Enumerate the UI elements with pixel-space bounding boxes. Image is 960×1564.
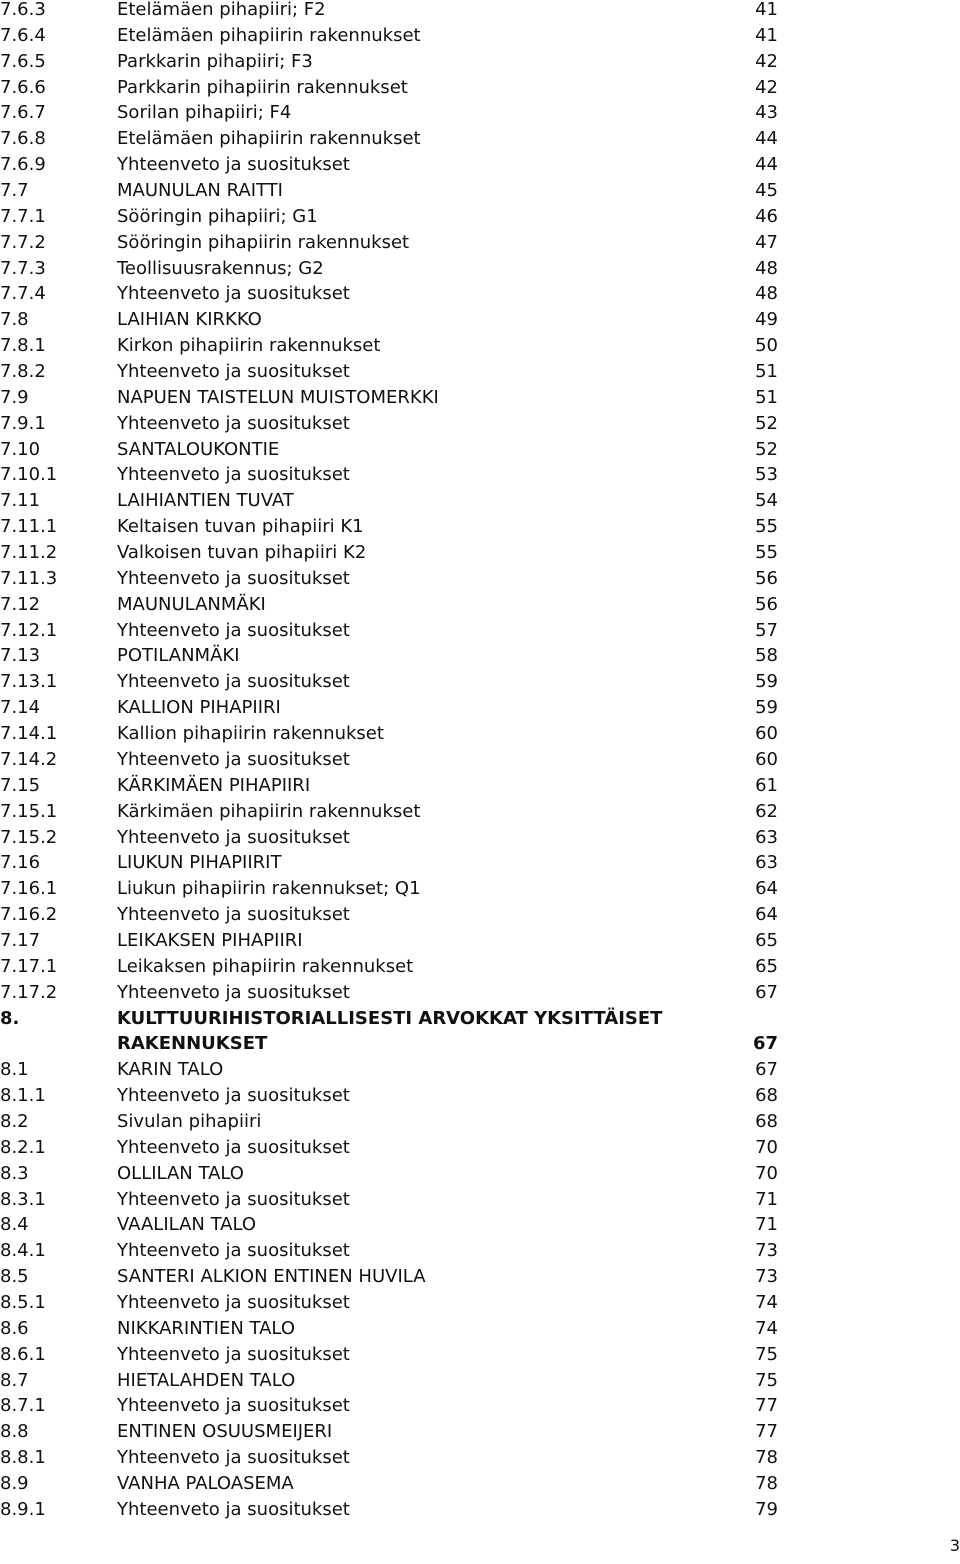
toc-section-title: Yhteenveto ja suositukset xyxy=(117,412,350,434)
toc-section-title: Yhteenveto ja suositukset xyxy=(117,1498,350,1520)
toc-page-number: 74 xyxy=(755,1317,778,1339)
toc-section-number: 7.16.2 xyxy=(0,904,58,926)
toc-page-number: 52 xyxy=(755,412,778,434)
toc-section-title: Parkkarin pihapiiri; F3 xyxy=(117,50,313,72)
toc-row xyxy=(0,592,960,618)
toc-section-number: 7.10.1 xyxy=(0,464,58,486)
toc-page-number: 65 xyxy=(755,929,778,951)
toc-section-title: Yhteenveto ja suositukset xyxy=(117,1447,350,1469)
toc-section-number: 7.6.6 xyxy=(0,76,46,98)
toc-row xyxy=(0,1109,960,1135)
toc-section-title: Yhteenveto ja suositukset xyxy=(117,1343,350,1365)
toc-section-title: Etelämäen pihapiirin rakennukset xyxy=(117,24,421,46)
toc-section-title: VANHA PALOASEMA xyxy=(117,1472,294,1494)
toc-row xyxy=(0,643,960,669)
toc-section-number: 7.15 xyxy=(0,774,41,796)
toc-section-title: Kärkimäen pihapiirin rakennukset xyxy=(117,800,421,822)
toc-page-number: 67 xyxy=(755,1059,778,1081)
toc-section-number: 8.6.1 xyxy=(0,1343,46,1365)
toc-section-title: Yhteenveto ja suositukset xyxy=(117,1395,350,1417)
toc-page-number: 63 xyxy=(755,826,778,848)
toc-section-number: 7.16.1 xyxy=(0,878,58,900)
toc-row xyxy=(0,152,960,178)
toc-row xyxy=(0,1212,960,1238)
toc-row xyxy=(0,126,960,152)
toc-section-number: 7.8 xyxy=(0,309,29,331)
toc-row xyxy=(0,1471,960,1497)
toc-section-number: 8.2 xyxy=(0,1110,29,1132)
toc-page-number: 48 xyxy=(755,257,778,279)
toc-section-title: Yhteenveto ja suositukset xyxy=(117,904,350,926)
toc-section-title: Yhteenveto ja suositukset xyxy=(117,1085,350,1107)
toc-section-number: 8.8 xyxy=(0,1421,29,1443)
toc-page-number: 58 xyxy=(755,645,778,667)
toc-row xyxy=(0,75,960,101)
toc-section-number: 8.4.1 xyxy=(0,1240,46,1262)
toc-section-number: 7.14 xyxy=(0,697,41,719)
toc-page-number: 43 xyxy=(755,102,778,124)
toc-page-number: 59 xyxy=(755,697,778,719)
toc-page-number: 42 xyxy=(755,76,778,98)
toc-page-number: 41 xyxy=(755,0,778,20)
toc-page-number: 55 xyxy=(755,516,778,538)
toc-section-title: Yhteenveto ja suositukset xyxy=(117,1188,350,1210)
toc-section-title: Sööringin pihapiiri; G1 xyxy=(117,205,318,227)
toc-page-number: 64 xyxy=(755,904,778,926)
toc-section-title: NIKKARINTIEN TALO xyxy=(117,1317,295,1339)
toc-page-number: 67 xyxy=(752,1033,778,1055)
toc-page-number: 62 xyxy=(755,800,778,822)
toc-section-number: 7.17 xyxy=(0,929,41,951)
toc-section-title: Keltaisen tuvan pihapiiri K1 xyxy=(117,516,364,538)
toc-row xyxy=(0,1368,960,1394)
toc-section-title: VAALILAN TALO xyxy=(117,1214,257,1236)
toc-row xyxy=(0,281,960,307)
toc-row xyxy=(0,49,960,75)
toc-section-title: Teollisuusrakennus; G2 xyxy=(117,257,324,279)
toc-section-number: 8.9.1 xyxy=(0,1498,46,1520)
toc-section-title: MAUNULAN RAITTI xyxy=(117,180,283,202)
toc-section-title: Liukun pihapiirin rakennukset; Q1 xyxy=(117,878,421,900)
toc-row xyxy=(0,100,960,126)
toc-page-number: 71 xyxy=(755,1214,778,1236)
toc-page-number: 50 xyxy=(755,335,778,357)
toc-page-number: 42 xyxy=(755,50,778,72)
toc-section-number: 7.14.1 xyxy=(0,723,58,745)
toc-section-title: Yhteenveto ja suositukset xyxy=(117,283,350,305)
toc-row xyxy=(0,307,960,333)
toc-page-number: 44 xyxy=(755,128,778,150)
toc-page-number: 68 xyxy=(755,1110,778,1132)
toc-section-number: 7.9.1 xyxy=(0,412,46,434)
toc-row xyxy=(0,825,960,851)
toc-page-number: 77 xyxy=(755,1395,778,1417)
toc-section-title: KARIN TALO xyxy=(117,1059,224,1081)
toc-section-number: 7.6.4 xyxy=(0,24,46,46)
toc-section-number: 7.8.2 xyxy=(0,361,46,383)
toc-section-number: 7.7.3 xyxy=(0,257,46,279)
toc-page-number: 78 xyxy=(755,1447,778,1469)
toc-row xyxy=(0,437,960,463)
toc-section-number: 7.9 xyxy=(0,386,29,408)
toc-row xyxy=(0,462,960,488)
toc-section-number: 7.8.1 xyxy=(0,335,46,357)
toc-page-number: 49 xyxy=(755,309,778,331)
toc-section-number: 8.2.1 xyxy=(0,1136,46,1158)
toc-section-title: Etelämäen pihapiirin rakennukset xyxy=(117,128,421,150)
toc-section-title: RAKENNUKSET xyxy=(117,1033,268,1055)
toc-row xyxy=(0,799,960,825)
toc-section-number: 7.11 xyxy=(0,490,41,512)
toc-page-number: 45 xyxy=(755,180,778,202)
toc-row xyxy=(0,1238,960,1264)
toc-row xyxy=(0,980,960,1006)
toc-section-title: Yhteenveto ja suositukset xyxy=(117,1136,350,1158)
toc-row xyxy=(0,902,960,928)
toc-section-number: 7.6.3 xyxy=(0,0,46,20)
toc-section-number: 7.11.1 xyxy=(0,516,58,538)
toc-page-number: 74 xyxy=(755,1291,778,1313)
toc-row xyxy=(0,1393,960,1419)
toc-page-number: 75 xyxy=(755,1369,778,1391)
toc-section-title: LAIHIANTIEN TUVAT xyxy=(117,490,294,512)
toc-page-number: 56 xyxy=(755,567,778,589)
toc-page-number: 57 xyxy=(755,619,778,641)
toc-page-number: 51 xyxy=(755,361,778,383)
toc-section-number: 7.7.2 xyxy=(0,231,46,253)
toc-page-number: 44 xyxy=(755,154,778,176)
toc-row xyxy=(0,333,960,359)
toc-page-number: 48 xyxy=(755,283,778,305)
toc-row xyxy=(0,1187,960,1213)
toc-row xyxy=(0,411,960,437)
toc-section-title: Yhteenveto ja suositukset xyxy=(117,154,350,176)
toc-row xyxy=(0,540,960,566)
toc-page-number: 60 xyxy=(755,723,778,745)
toc-page-number: 51 xyxy=(755,386,778,408)
toc-section-title: ENTINEN OSUUSMEIJERI xyxy=(117,1421,333,1443)
toc-row xyxy=(0,1316,960,1342)
toc-section-number: 8.1 xyxy=(0,1059,29,1081)
toc-section-number: 7.17.2 xyxy=(0,981,58,1003)
toc-row xyxy=(0,721,960,747)
toc-row xyxy=(0,1290,960,1316)
toc-row xyxy=(0,1419,960,1445)
toc-row xyxy=(0,850,960,876)
toc-row xyxy=(0,178,960,204)
toc-section-number: 7.13.1 xyxy=(0,671,58,693)
toc-section-title: HIETALAHDEN TALO xyxy=(117,1369,296,1391)
toc-page-number: 41 xyxy=(755,24,778,46)
toc-section-title: NAPUEN TAISTELUN MUISTOMERKKI xyxy=(117,386,439,408)
toc-section-title: POTILANMÄKI xyxy=(117,645,240,667)
toc-page-number: 61 xyxy=(755,774,778,796)
toc-row xyxy=(0,230,960,256)
toc-page-number: 64 xyxy=(755,878,778,900)
toc-section-title: LEIKAKSEN PIHAPIIRI xyxy=(117,929,303,951)
toc-section-title: Yhteenveto ja suositukset xyxy=(117,1240,350,1262)
toc-row xyxy=(0,669,960,695)
toc-page-number: 65 xyxy=(755,955,778,977)
toc-row xyxy=(0,618,960,644)
toc-row xyxy=(0,773,960,799)
toc-section-number: 8.3.1 xyxy=(0,1188,46,1210)
toc-section-number: 7.11.2 xyxy=(0,542,58,564)
toc-page-number: 78 xyxy=(755,1472,778,1494)
toc-page-number: 73 xyxy=(755,1266,778,1288)
toc-page-number: 77 xyxy=(755,1421,778,1443)
toc-row xyxy=(0,514,960,540)
toc-section-number: 8.3 xyxy=(0,1162,29,1184)
toc-row xyxy=(0,747,960,773)
toc-section-title: Parkkarin pihapiirin rakennukset xyxy=(117,76,408,98)
toc-row xyxy=(0,1031,960,1057)
toc-section-number: 7.6.7 xyxy=(0,102,46,124)
toc-section-number: 7.12 xyxy=(0,593,41,615)
toc-section-number: 7.6.5 xyxy=(0,50,46,72)
toc-section-number: 8.9 xyxy=(0,1472,29,1494)
toc-row xyxy=(0,876,960,902)
toc-section-title: Yhteenveto ja suositukset xyxy=(117,981,350,1003)
toc-section-number: 7.7.4 xyxy=(0,283,46,305)
toc-row xyxy=(0,1342,960,1368)
toc-section-number: 7.6.8 xyxy=(0,128,46,150)
toc-section-number: 7.17.1 xyxy=(0,955,58,977)
toc-page-number: 75 xyxy=(755,1343,778,1365)
toc-page-number: 70 xyxy=(755,1162,778,1184)
toc-page-number: 73 xyxy=(755,1240,778,1262)
toc-row xyxy=(0,359,960,385)
toc-section-number: 8.4 xyxy=(0,1214,29,1236)
toc-row xyxy=(0,928,960,954)
toc-row xyxy=(0,1083,960,1109)
toc-section-title: Yhteenveto ja suositukset xyxy=(117,361,350,383)
toc-page-number: 46 xyxy=(755,205,778,227)
toc-page-number: 70 xyxy=(755,1136,778,1158)
toc-section-title: Sööringin pihapiirin rakennukset xyxy=(117,231,410,253)
toc-page-number: 52 xyxy=(755,438,778,460)
toc-row xyxy=(0,954,960,980)
toc-row xyxy=(0,1264,960,1290)
toc-section-title: KÄRKIMÄEN PIHAPIIRI xyxy=(117,774,311,796)
toc-section-number: 8.5 xyxy=(0,1266,29,1288)
toc-section-number: 7.15.2 xyxy=(0,826,58,848)
toc-section-number: 7.11.3 xyxy=(0,567,58,589)
toc-section-title: Sorilan pihapiiri; F4 xyxy=(117,102,292,124)
toc-section-number: 7.14.2 xyxy=(0,748,58,770)
toc-section-number: 8.6 xyxy=(0,1317,29,1339)
toc-section-number: 7.13 xyxy=(0,645,41,667)
toc-section-number: 7.10 xyxy=(0,438,41,460)
toc-section-number: 8.7.1 xyxy=(0,1395,46,1417)
toc-row xyxy=(0,695,960,721)
toc-section-title: Yhteenveto ja suositukset xyxy=(117,826,350,848)
toc-row xyxy=(0,1057,960,1083)
toc-section-title: SANTALOUKONTIE xyxy=(117,438,280,460)
toc-page-number: 63 xyxy=(755,852,778,874)
toc-page-number: 59 xyxy=(755,671,778,693)
toc-section-number: 7.12.1 xyxy=(0,619,58,641)
toc-section-title: Kallion pihapiirin rakennukset xyxy=(117,723,384,745)
toc-row xyxy=(0,256,960,282)
toc-section-number: 7.6.9 xyxy=(0,154,46,176)
toc-page-number: 71 xyxy=(755,1188,778,1210)
toc-section-title: Valkoisen tuvan pihapiiri K2 xyxy=(117,542,367,564)
toc-section-title: LAIHIAN KIRKKO xyxy=(117,309,262,331)
toc-section-number: 8.7 xyxy=(0,1369,29,1391)
toc-section-title: Yhteenveto ja suositukset xyxy=(117,748,350,770)
toc-page-number: 56 xyxy=(755,593,778,615)
toc-page-number: 47 xyxy=(755,231,778,253)
toc-page-number: 67 xyxy=(755,981,778,1003)
toc-row xyxy=(0,23,960,49)
toc-page-number: 55 xyxy=(755,542,778,564)
toc-page-number: 79 xyxy=(755,1498,778,1520)
toc-row xyxy=(0,204,960,230)
toc-section-title: MAUNULANMÄKI xyxy=(117,593,266,615)
toc-section-title: Yhteenveto ja suositukset xyxy=(117,567,350,589)
toc-section-title: Yhteenveto ja suositukset xyxy=(117,464,350,486)
toc-row xyxy=(0,566,960,592)
toc-section-number: 8. xyxy=(0,1007,20,1029)
toc-row xyxy=(0,385,960,411)
toc-section-number: 8.5.1 xyxy=(0,1291,46,1313)
toc-section-title: LIUKUN PIHAPIIRIT xyxy=(117,852,282,874)
toc-section-title: Yhteenveto ja suositukset xyxy=(117,619,350,641)
toc-page-number: 60 xyxy=(755,748,778,770)
toc-section-title: OLLILAN TALO xyxy=(117,1162,244,1184)
toc-section-title: KALLION PIHAPIIRI xyxy=(117,697,281,719)
toc-section-title: Etelämäen pihapiiri; F2 xyxy=(117,0,326,20)
toc-section-number: 8.1.1 xyxy=(0,1085,46,1107)
toc-row xyxy=(0,1161,960,1187)
toc-section-number: 7.7 xyxy=(0,180,29,202)
toc-row xyxy=(0,488,960,514)
toc-section-number: 8.8.1 xyxy=(0,1447,46,1469)
toc-section-title: Yhteenveto ja suositukset xyxy=(117,671,350,693)
toc-row xyxy=(0,0,960,23)
toc-page-number: 68 xyxy=(755,1085,778,1107)
toc-section-title: Kirkon pihapiirin rakennukset xyxy=(117,335,381,357)
toc-section-title: Yhteenveto ja suositukset xyxy=(117,1291,350,1313)
toc-page-number: 54 xyxy=(755,490,778,512)
toc-row xyxy=(0,1006,960,1032)
toc-page-number: 53 xyxy=(755,464,778,486)
toc-section-number: 7.7.1 xyxy=(0,205,46,227)
page-number: 3 xyxy=(949,1536,960,1555)
toc-section-number: 7.16 xyxy=(0,852,41,874)
toc-section-title: Sivulan pihapiiri xyxy=(117,1110,262,1132)
toc-section-title: Leikaksen pihapiirin rakennukset xyxy=(117,955,414,977)
toc-section-title: SANTERI ALKION ENTINEN HUVILA xyxy=(117,1266,426,1288)
toc-section-title: KULTTUURIHISTORIALLISESTI ARVOKKAT YKSITTÄISET xyxy=(117,1007,663,1029)
toc-row xyxy=(0,1135,960,1161)
toc-row xyxy=(0,1497,960,1523)
toc-section-number: 7.15.1 xyxy=(0,800,58,822)
toc-row xyxy=(0,1445,960,1471)
